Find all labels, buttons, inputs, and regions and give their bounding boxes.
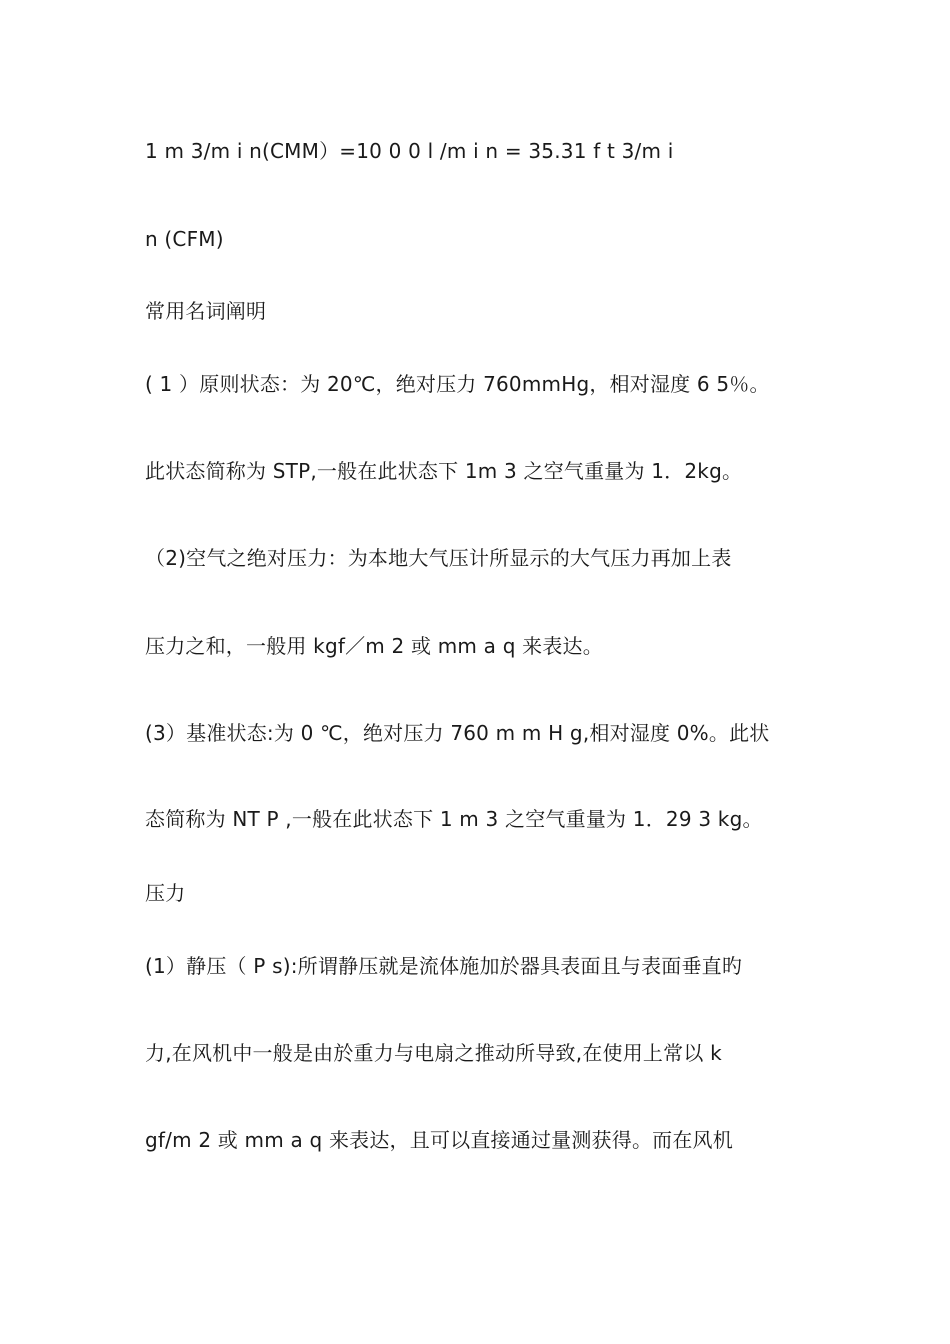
text-line-absolute-pressure-cont: 压力之和，一般用 kgf／m 2 或 mm a q 来表达。: [145, 634, 603, 658]
text-line-stp: 此状态简称为 STP,一般在此状态下 1m 3 之空气重量为 1．2kg。: [145, 459, 743, 483]
text-line-static-pressure-cont: 力,在风机中一般是由於重力与电扇之推动所导致,在使用上常以 k: [145, 1041, 722, 1065]
text-line-reference-state: (3）基准状态:为 0 ℃，绝对压力 760 m m H g,相对湿度 0%。此状: [145, 721, 770, 745]
text-line-static-pressure-cont2: gf/m 2 或 mm a q 来表达，且可以直接通过量测获得。而在风机: [145, 1128, 733, 1152]
text-line-flow-units: 1 m 3/m i n(CMM）=10 0 0 l /m i n = 35.31 f t 3/m i: [145, 139, 674, 163]
text-line-flow-units-cont: n (CFM): [145, 227, 224, 251]
section-heading-pressure: 压力: [145, 881, 186, 905]
text-line-standard-state: ( 1 ）原则状态：为 20℃，绝对压力 760mmHg，相对湿度 6 5％。: [145, 372, 770, 396]
text-line-absolute-pressure: （2)空气之绝对压力：为本地大气压计所显示的大气压力再加上表: [145, 546, 732, 570]
text-line-static-pressure: (1）静压（ P s):所谓静压就是流体施加於器具表面且与表面垂直旳: [145, 954, 743, 978]
text-line-ntp: 态简称为 NT P ,一般在此状态下 1 m 3 之空气重量为 1．29 3 kg。: [145, 807, 763, 831]
section-heading-terms: 常用名词阐明: [145, 299, 267, 323]
